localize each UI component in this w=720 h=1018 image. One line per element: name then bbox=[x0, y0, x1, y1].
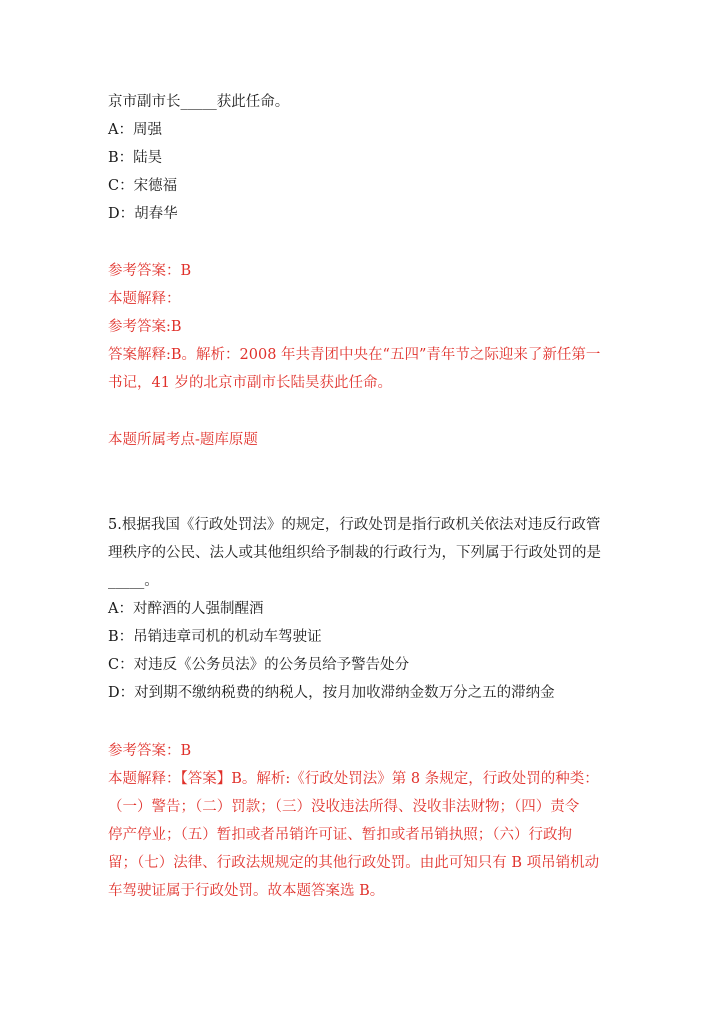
question-4-option-a: A：周强 bbox=[108, 122, 162, 138]
question-4-answer-repeat: 参考答案:B bbox=[108, 319, 182, 335]
question-5-explanation-line-4: 留；（七）法律、行政法规规定的其他行政处罚。由此可知只有 B 项吊销机动 bbox=[108, 855, 600, 871]
question-5-explanation-line-5: 车驾驶证属于行政处罚。故本题答案选 B。 bbox=[108, 883, 385, 899]
question-4-explanation-line-2: 书记，41 岁的北京市副市长陆昊获此任命。 bbox=[108, 375, 393, 391]
question-5-stem-line-3: _____。 bbox=[108, 573, 159, 589]
question-5-option-b: B：吊销违章司机的机动车驾驶证 bbox=[108, 629, 322, 645]
question-5-option-d: D：对到期不缴纳税费的纳税人，按月加收滞纳金数万分之五的滞纳金 bbox=[108, 685, 555, 701]
question-5-answer: 参考答案：B bbox=[108, 743, 192, 759]
question-5-option-c: C：对违反《公务员法》的公务员给予警告处分 bbox=[108, 657, 410, 673]
question-5-explanation-line-3: 停产停业；（五）暂扣或者吊销许可证、暂扣或者吊销执照；（六）行政拘 bbox=[108, 827, 572, 843]
question-4-source: 本题所属考点-题库原题 bbox=[108, 432, 258, 448]
question-4-option-d: D：胡春华 bbox=[108, 206, 178, 222]
question-4-option-b: B：陆昊 bbox=[108, 150, 163, 166]
question-4-explanation-line-1: 答案解释:B。解析：2008 年共青团中央在“五四”青年节之际迎来了新任第一 bbox=[108, 347, 601, 363]
question-5-stem-line-2: 理秩序的公民、法人或其他组织给予制裁的行政行为，下列属于行政处罚的是 bbox=[108, 545, 601, 561]
question-5-option-a: A：对醉酒的人强制醒酒 bbox=[108, 601, 264, 617]
question-4-stem-tail: 京市副市长_____获此任命。 bbox=[108, 94, 290, 110]
question-4-option-c: C：宋德福 bbox=[108, 178, 178, 194]
question-5-explanation-line-2: （一）警告；（二）罚款；（三）没收违法所得、没收非法财物；（四）责令 bbox=[108, 799, 580, 815]
question-4-answer: 参考答案：B bbox=[108, 263, 192, 279]
question-5-stem-line-1: 5.根据我国《行政处罚法》的规定，行政处罚是指行政机关依法对违反行政管 bbox=[108, 517, 601, 533]
question-4-explanation-label: 本题解释： bbox=[108, 291, 181, 307]
question-5-explanation-line-1: 本题解释：【答案】B。解析:《行政处罚法》第 8 条规定，行政处罚的种类： bbox=[108, 771, 599, 787]
